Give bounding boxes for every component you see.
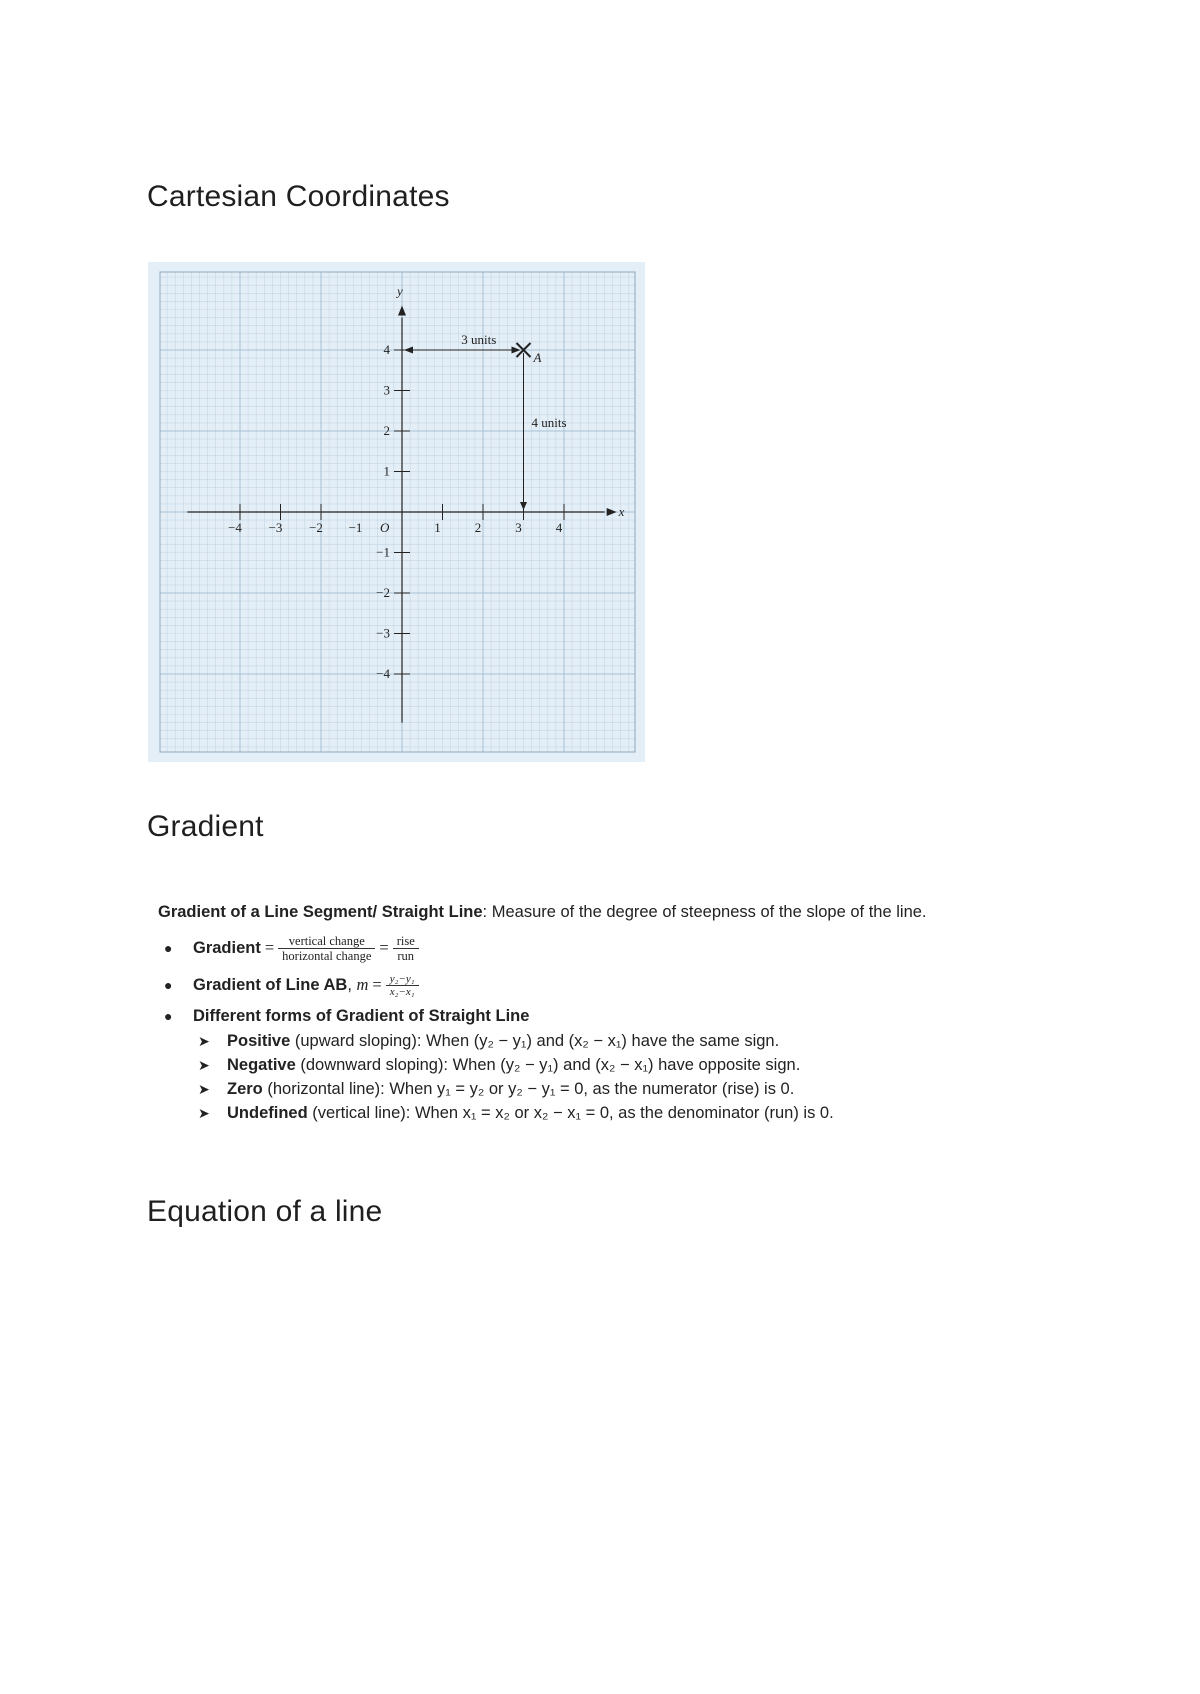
point-a-label: A [533, 350, 542, 365]
y-tick-label: −1 [376, 544, 390, 560]
arrowhead-bullet-icon: ➤ [198, 1057, 210, 1073]
form-item-negative [158, 1053, 938, 1077]
y-axis-arrow-icon [398, 305, 406, 315]
form-text: (vertical line): When x₁ = x₂ or x₂ − x₁ = 0, as the denominator (run) is 0. [307, 1104, 834, 1122]
form-item-positive [158, 1029, 938, 1053]
equals-sign: = [379, 938, 389, 957]
bullet-icon: ● [164, 1008, 173, 1024]
line-ab-gradient-row: ● Gradient of Line AB, m = $\frac{\text{y₂−y₁}}{\text{x₂−x₁}}$ [158, 967, 938, 1003]
x-tick-label: −2 [309, 520, 323, 535]
gradient-formula-label: Gradient [193, 939, 261, 957]
equals-sign: = [264, 938, 275, 957]
x-axis-label: x [618, 504, 625, 519]
arrowhead-icon [512, 347, 521, 354]
x-axis-arrow-icon [607, 508, 617, 516]
fraction-denominator: run [397, 949, 415, 964]
line-ab-label: Gradient of Line AB [193, 976, 348, 994]
fraction-denominator: horizontal change [282, 949, 372, 964]
horizontal-distance-label: 3 units [461, 332, 497, 347]
y-axis-label: y [397, 283, 403, 299]
heading-equation-of-a-line: Equation of a line [147, 1195, 383, 1228]
bullet-icon: ● [164, 977, 173, 993]
definition-text: : Measure of the degree of steepness of the slope of the line. [482, 903, 927, 921]
form-text: (downward sloping): When (y₂ − y₁) and (x₂ − x₁) have opposite sign. [295, 1056, 801, 1074]
form-term: Negative [227, 1056, 296, 1074]
gradient-variable: m [356, 975, 369, 994]
form-text: (upward sloping): When (y₂ − y₁) and (x₂ − x₁) have the same sign. [290, 1032, 780, 1050]
vertical-horizontal-fraction [278, 934, 375, 963]
x-tick-label: −3 [268, 520, 283, 535]
y-tick-label: −4 [376, 666, 390, 681]
heading-gradient: Gradient [147, 810, 264, 843]
x-tick-label: −1 [348, 520, 363, 535]
x-tick-label: 1 [434, 520, 441, 535]
definition-term: Gradient of a Line Segment/ Straight Line [158, 903, 483, 921]
bullet-icon: ● [164, 940, 173, 956]
gradient-notes [158, 902, 938, 1125]
arrowhead-bullet-icon: ➤ [198, 1081, 210, 1097]
x-tick-label: 3 [515, 520, 522, 535]
arrowhead-bullet-icon: ➤ [198, 1105, 210, 1121]
fraction-denominator: x₂−x₁ [389, 986, 415, 999]
x-tick-label: −4 [228, 520, 242, 535]
form-item-zero [158, 1077, 938, 1101]
cartesian-plane-figure [148, 262, 645, 762]
line-ab-fraction [386, 973, 419, 998]
gradient-formula-row [158, 929, 938, 967]
fraction-numerator: vertical change [278, 934, 375, 949]
equals-sign: = [372, 975, 382, 994]
forms-heading-row [158, 1003, 938, 1029]
fraction-numerator: y₂−y₁ [386, 973, 419, 986]
y-tick-label: −3 [376, 625, 390, 641]
y-tick-label: 3 [383, 382, 390, 398]
rise-run-fraction [393, 934, 419, 963]
arrowhead-bullet-icon: ➤ [198, 1033, 210, 1049]
y-tick-label: −2 [376, 585, 390, 600]
form-term: Zero [227, 1080, 263, 1098]
form-text: (horizontal line): When y₁ = y₂ or y₂ − y₁ = 0, as the numerator (rise) is 0. [262, 1080, 795, 1098]
form-item-undefined [158, 1101, 938, 1125]
fraction-numerator: rise [393, 934, 419, 949]
origin-label: O [380, 520, 390, 535]
form-term: Positive [227, 1032, 291, 1050]
y-tick-label: 1 [383, 463, 390, 479]
heading-cartesian-coordinates: Cartesian Coordinates [147, 180, 450, 213]
y-tick-label: 2 [383, 423, 390, 438]
form-term: Undefined [227, 1104, 308, 1122]
y-tick-label: 4 [383, 342, 390, 357]
forms-heading: Different forms of Gradient of Straight Line [193, 1007, 530, 1025]
x-tick-label: 2 [474, 520, 482, 535]
gradient-definition [158, 902, 938, 923]
cartesian-plane-svg [148, 262, 645, 762]
arrowhead-icon [520, 502, 527, 510]
arrowhead-icon [404, 347, 413, 354]
vertical-distance-label: 4 units [531, 414, 567, 430]
x-tick-label: 4 [555, 520, 563, 535]
